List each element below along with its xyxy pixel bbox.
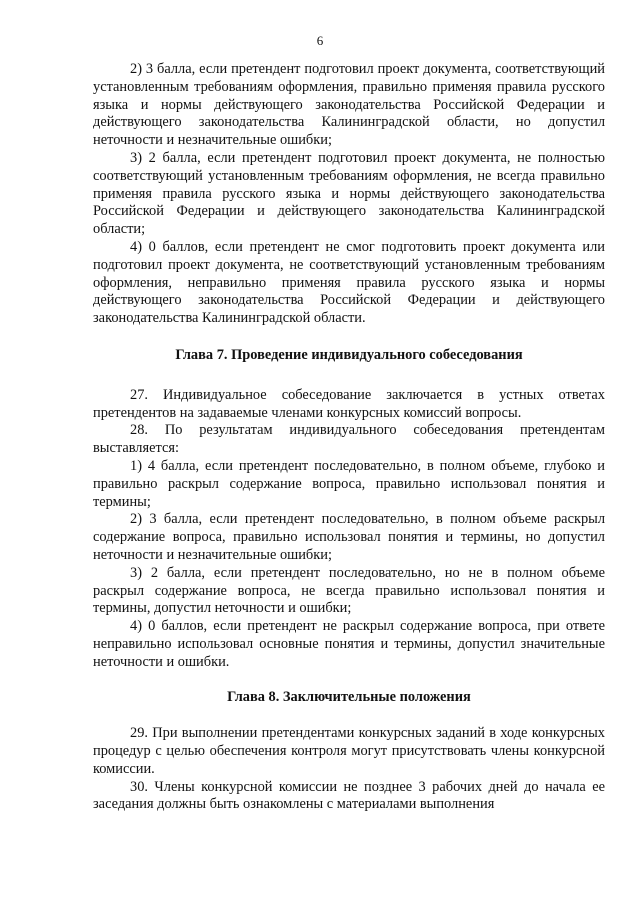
chapter-8-title: Глава 8. Заключительные положения: [227, 688, 471, 705]
spacer: [93, 328, 605, 347]
paragraph-28-item-3: 3) 2 балла, если претендент последовательно, но не в полном объеме раскрыл содержание вопроса, не всегда правильно использовал понятия и термины, допустил неточности и ошибки;: [93, 564, 605, 617]
paragraph-30: 30. Члены конкурсной комиссии не позднее 3 рабочих дней до начала ее заседания должны быть ознакомлены с материалами выполнения: [93, 778, 605, 813]
document-body: [93, 61, 605, 814]
spacer: [93, 365, 605, 387]
paragraph-item-4: 4) 0 баллов, если претендент не смог подготовить проект документа или подготовил проект документа, не соответствующий установленным требованиям оформления, неправильно применяя правила русского языка и нормы действующего законодательства Российской Федерации и действующего законодательства Калининградской области.: [93, 238, 605, 327]
paragraph-28-item-4: 4) 0 баллов, если претендент не раскрыл содержание вопроса, при ответе неправильно использовал основные понятия и термины, допустил значительные неточности и ошибки.: [93, 618, 605, 670]
paragraph-item-3: 3) 2 балла, если претендент подготовил проект документа, не полностью соответствующий установленным требованиям оформления, не всегда правильно применяя правила русского языка и нормы действующего законодательства Российской Федерации и действующего законодательства Калининградской области;: [93, 149, 605, 238]
spacer: [93, 672, 605, 689]
paragraph-28: 28. По результатам индивидуального собеседования претендентам выставляется:: [93, 422, 605, 457]
spacer: [93, 706, 605, 725]
paragraph-28-item-1: 1) 4 балла, если претендент последовательно, в полном объеме, глубоко и правильно раскрыл содержание вопроса, правильно использовал понятия и термины;: [93, 457, 605, 510]
paragraph-item-2: 2) 3 балла, если претендент подготовил проект документа, соответствующий установленным требованиям оформления, правильно применяя правила русского языка и нормы действующего законодательства Российской Федерации и действующего законодательства Калининградской области, но допустил неточности и незначительные ошибки;: [93, 61, 605, 149]
paragraph-27: 27. Индивидуальное собеседование заключается в устных ответах претендентов на задаваемые членами конкурсных комиссий вопросы.: [93, 386, 605, 421]
paragraph-28-item-2: 2) 3 балла, если претендент последовательно, в полном объеме раскрыл содержание вопроса, правильно использовал понятия и термины, но допустил неточности и незначительные ошибки;: [93, 511, 605, 563]
page-number: 6: [316, 33, 324, 48]
paragraph-29: 29. При выполнении претендентами конкурсных заданий в ходе конкурсных процедур с целью обеспечения контроля могут присутствовать члены конкурсной комиссии.: [93, 725, 605, 777]
chapter-7-title: Глава 7. Проведение индивидуального собеседования: [175, 346, 523, 363]
